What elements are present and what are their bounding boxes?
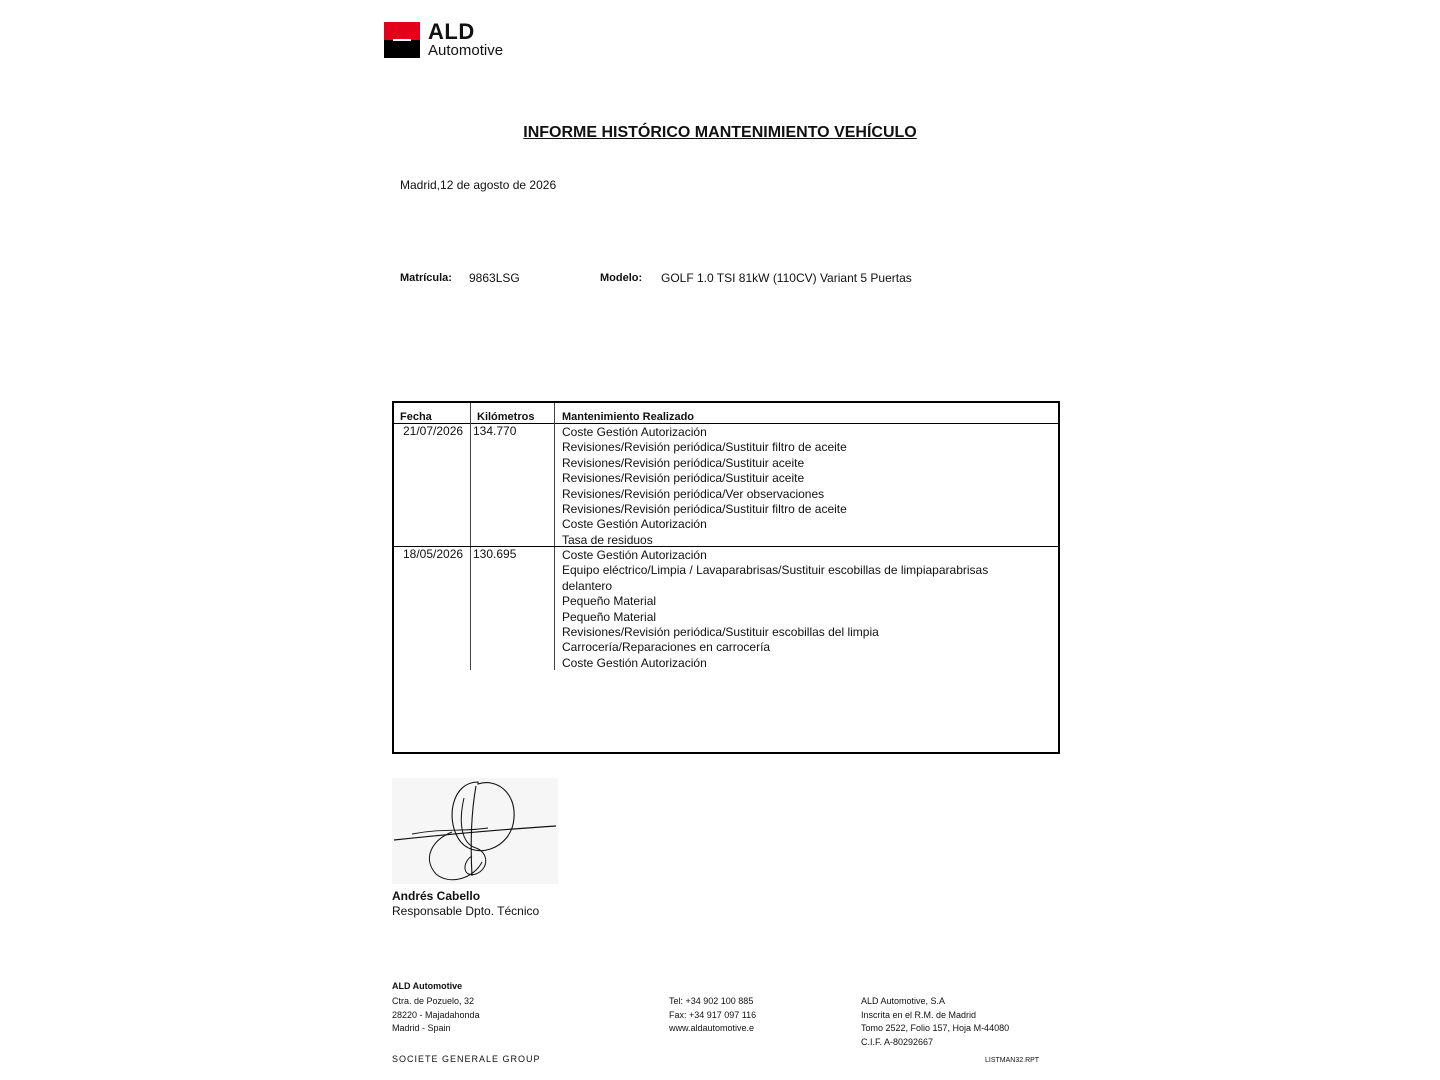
contact-line: www.aldautomotive.e [669,1023,755,1034]
row-1-date: 21/07/2026 [403,424,464,438]
model-value: GOLF 1.0 TSI 81kW (110CV) Variant 5 Puertas [661,271,912,285]
footer-legal [861,995,1009,1049]
list-item: Coste Gestión Autorización [562,548,707,562]
logo-white-bar [393,39,411,41]
contact-line: Fax: +34 917 097 116 [669,1009,757,1020]
row-2-date: 18/05/2026 [403,547,464,561]
signer-role: Responsable Dpto. Técnico [392,904,540,918]
header-kilometros: Kilómetros [477,411,535,423]
plate-value: 9863LSG [469,271,520,285]
legal-line: C.I.F. A-80292667 [861,1036,934,1047]
header-fecha: Fecha [400,411,432,423]
list-item: Carrocería/Reparaciones en carrocería [562,640,771,655]
list-item: Tasa de residuos [562,532,653,547]
row-2-items [562,548,988,671]
logo-red-block [384,22,420,40]
header-mantenimiento: Mantenimiento Realizado [562,411,695,423]
footer-address [392,995,480,1036]
list-item: Revisiones/Revisión periódica/Sustituir filtro de aceite [562,440,847,455]
list-item: Revisiones/Revisión periódica/Ver observaciones [562,486,825,501]
list-item: delantero [562,578,613,593]
signature-image [392,778,558,884]
logo-name: ALD [428,19,475,44]
list-item: Coste Gestión Autorización [562,517,707,532]
place-date: Madrid,12 de agosto de 2026 [400,178,557,192]
list-item: Coste Gestión Autorización [562,425,707,439]
legal-line: ALD Automotive, S.A [861,996,946,1006]
logo-subtitle: Automotive [428,42,504,59]
list-item: Revisiones/Revisión periódica/Sustituir filtro de aceite [562,502,847,517]
list-item: Coste Gestión Autorización [562,655,707,670]
report-title: INFORME HISTÓRICO MANTENIMIENTO VEHÍCULO [523,124,917,141]
list-item: Pequeño Material [562,594,657,609]
list-item: Revisiones/Revisión periódica/Sustituir aceite [562,471,805,486]
footer-company: ALD Automotive [392,981,463,991]
legal-line: Tomo 2522, Folio 157, Hoja M-44080 [861,1023,1010,1034]
group-name: SOCIETE GENERALE GROUP [392,1054,541,1064]
row-1-items [562,425,847,548]
column-divider-2 [554,403,555,670]
list-item: Revisiones/Revisión periódica/Sustituir aceite [562,455,805,470]
list-item: Pequeño Material [562,609,657,624]
column-divider-1 [470,403,471,670]
maintenance-table [392,401,1060,754]
address-line: Madrid - Spain [392,1023,451,1034]
model-label: Modelo: [600,272,643,284]
signer-name: Andrés Cabello [392,889,481,903]
address-line: Ctra. de Pozuelo, 32 [392,996,475,1006]
list-item: Revisiones/Revisión periódica/Sustituir escobillas del limpia [562,625,879,640]
plate-label: Matrícula: [400,272,452,284]
report-code: LISTMAN32.RPT [985,1057,1040,1064]
list-item: Equipo eléctrico/Limpia / Lavaparabrisas/Sustituir escobillas de limpiaparabrisas [562,563,989,578]
contact-line: Tel: +34 902 100 885 [669,996,754,1006]
ald-logo-mark [384,22,420,58]
address-line: 28220 - Majadahonda [392,1009,480,1020]
row-2-km: 130.695 [473,547,517,561]
row-1-km: 134.770 [473,424,517,438]
footer-contact [669,995,756,1036]
legal-line: Inscrita en el R.M. de Madrid [861,1009,977,1020]
